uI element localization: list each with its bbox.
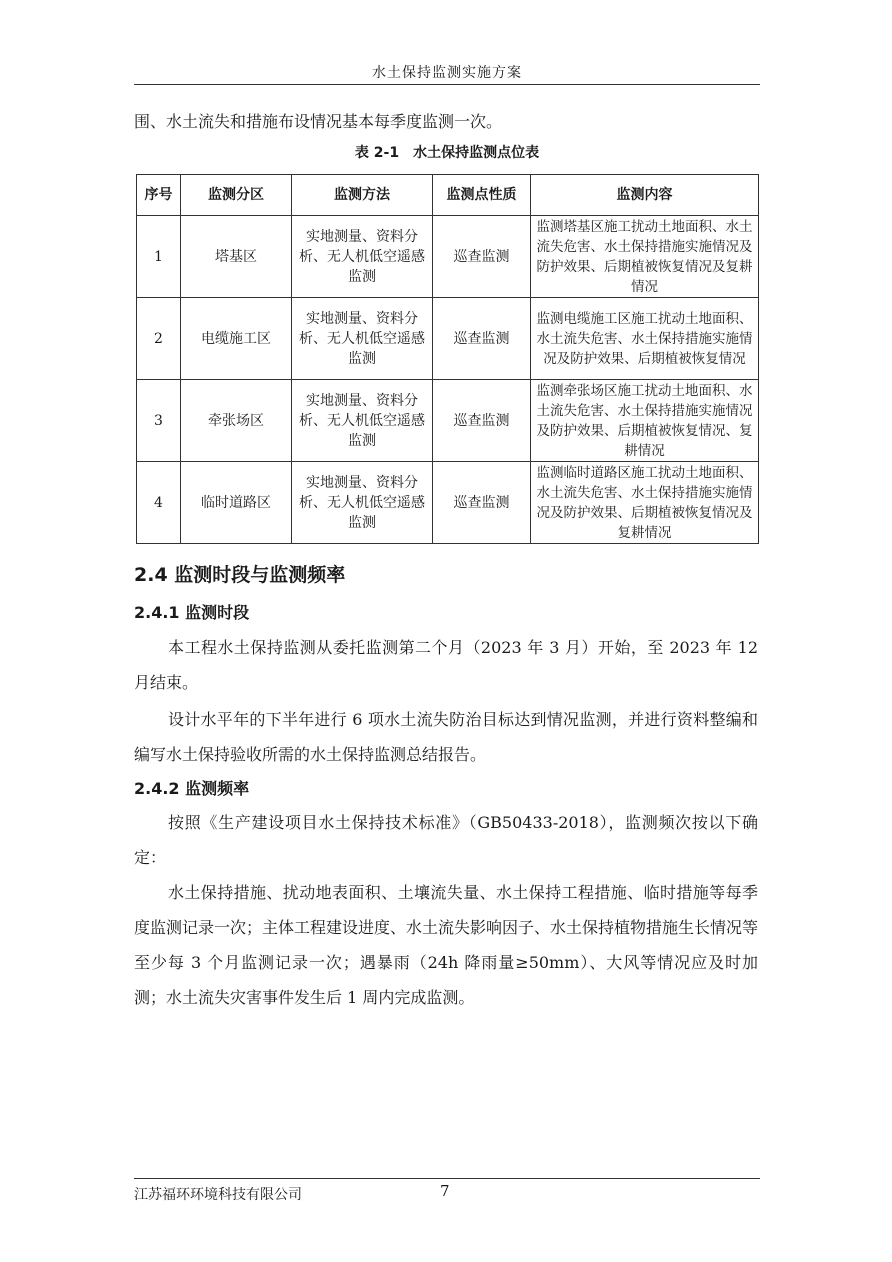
paragraph-period-1: 本工程水土保持监测从委托监测第二个月（2023 年 3 月）开始，至 2023 年 12 月结束。 (134, 638, 758, 692)
col-header-zone: 监测分区 (181, 175, 292, 216)
cell-zone: 塔基区 (181, 216, 292, 298)
cell-zone: 牵张场区 (181, 380, 292, 462)
col-header-no: 序号 (137, 175, 181, 216)
table-row (137, 380, 759, 462)
cell-method: 实地测量、资料分析、无人机低空遥感监测 (292, 380, 433, 462)
footer-company: 江苏福环环境科技有限公司 (134, 1187, 302, 1203)
col-header-method: 监测方法 (292, 175, 433, 216)
cell-no: 1 (137, 216, 181, 298)
monitoring-points-table (136, 174, 759, 544)
col-header-nature: 监测点性质 (433, 175, 531, 216)
cell-content: 监测牵张场区施工扰动土地面积、水土流失危害、水土保持措施实施情况及防护效果、后期植被恢复情况、复耕情况 (531, 380, 759, 462)
cell-content: 监测塔基区施工扰动土地面积、水土流失危害、水土保持措施实施情况及防护效果、后期植被恢复情况及复耕情况 (531, 216, 759, 298)
cell-method: 实地测量、资料分析、无人机低空遥感监测 (292, 298, 433, 380)
paragraph-frequency-1: 按照《生产建设项目水土保持技术标准》（GB50433-2018），监测频次按以下确定： (134, 813, 758, 867)
table-caption: 表 2-1 水土保持监测点位表 (354, 145, 540, 161)
cell-nature: 巡查监测 (433, 216, 531, 298)
cell-content: 监测电缆施工区施工扰动土地面积、水土流失危害、水土保持措施实施情况及防护效果、后期植被恢复情况 (531, 298, 759, 380)
running-header: 水土保持监测实施方案 (372, 65, 522, 81)
cell-nature: 巡查监测 (433, 380, 531, 462)
cell-method: 实地测量、资料分析、无人机低空遥感监测 (292, 216, 433, 298)
paragraph-period-2: 设计水平年的下半年进行 6 项水土流失防治目标达到情况监测，并进行资料整编和编写水土保持验收所需的水土保持监测总结报告。 (134, 710, 758, 764)
section-heading-2-4-2: 2.4.2 监测频率 (134, 779, 250, 798)
cell-zone: 电缆施工区 (181, 298, 292, 380)
cell-no: 4 (137, 462, 181, 544)
table-row (137, 462, 759, 544)
cell-zone: 临时道路区 (181, 462, 292, 544)
header-rule (134, 84, 760, 85)
section-heading-2-4: 2.4 监测时段与监测频率 (134, 564, 346, 586)
cell-nature: 巡查监测 (433, 298, 531, 380)
cell-nature: 巡查监测 (433, 462, 531, 544)
col-header-content: 监测内容 (531, 175, 759, 216)
page-number: 7 (440, 1182, 450, 1200)
cell-method: 实地测量、资料分析、无人机低空遥感监测 (292, 462, 433, 544)
cell-no: 3 (137, 380, 181, 462)
table-header-row (137, 175, 759, 216)
cell-content: 监测临时道路区施工扰动土地面积、水土流失危害、水土保持措施实施情况及防护效果、后期植被恢复情况及复耕情况 (531, 462, 759, 544)
table-row (137, 216, 759, 298)
intro-line: 围、水土流失和措施布设情况基本每季度监测一次。 (134, 112, 503, 131)
cell-no: 2 (137, 298, 181, 380)
table-row (137, 298, 759, 380)
paragraph-frequency-2: 水土保持措施、扰动地表面积、土壤流失量、水土保持工程措施、临时措施等每季度监测记录一次；主体工程建设进度、水土流失影响因子、水土保持植物措施生长情况等至少每 3 个月监测记录一次；遇暴雨（24h 降雨量≥50mm）、大风等情况应及时加测；水土流失灾害事件发生后 1 周内完成监测。 (134, 883, 759, 1007)
footer-rule (134, 1178, 760, 1179)
section-heading-2-4-1: 2.4.1 监测时段 (134, 603, 250, 622)
